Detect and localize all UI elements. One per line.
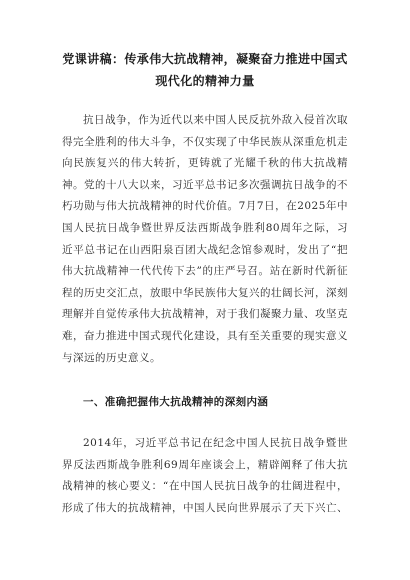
section-heading: 一、准确把握伟大抗战精神的深刻内涵 [83, 396, 269, 409]
body-paragraph: 抗日战争，作为近代以来中国人民反抗外敌入侵首次取得完全胜利的伟大斗争，不仅实现了中华民族从深重危机走向民族复兴的伟大转折，更铸就了光耀千秋的伟大抗战精神。党的十八大以来，习近平总书记多次强调抗日战争的不朽功勋与伟大抗战精神的时代价值。7月7日，在2025年中国人民抗日战争暨世界反法西斯战争胜利80周年之际，习近平总书记在山西阳泉百团大战纪念馆参观时，发出了“把伟大抗战精神一代代传下去”的庄严号召。站在新时代新征程的历史交汇点，放眼中华民族伟大复兴的壮阔长河，深刻理解并自觉传承伟大抗战精神，对于我们凝聚力量、攻坚克难，奋力推进中国式现代化建设，具有至关重要的现实意义与深远的历史意义。 [62, 114, 348, 364]
section-paragraph: 2014年，习近平总书记在纪念中国人民抗日战争暨世界反法西斯战争胜利69周年座谈会上，精辟阐释了伟大抗战精神的核心要义：“在中国人民抗日战争的壮阔进程中，形成了伟大的抗战精神，中国人民向世界展示了天下兴亡、 [62, 437, 348, 514]
document-title: 党课讲稿：传承伟大抗战精神，凝聚奋力推进中国式现代化的精神力量 [62, 52, 348, 88]
